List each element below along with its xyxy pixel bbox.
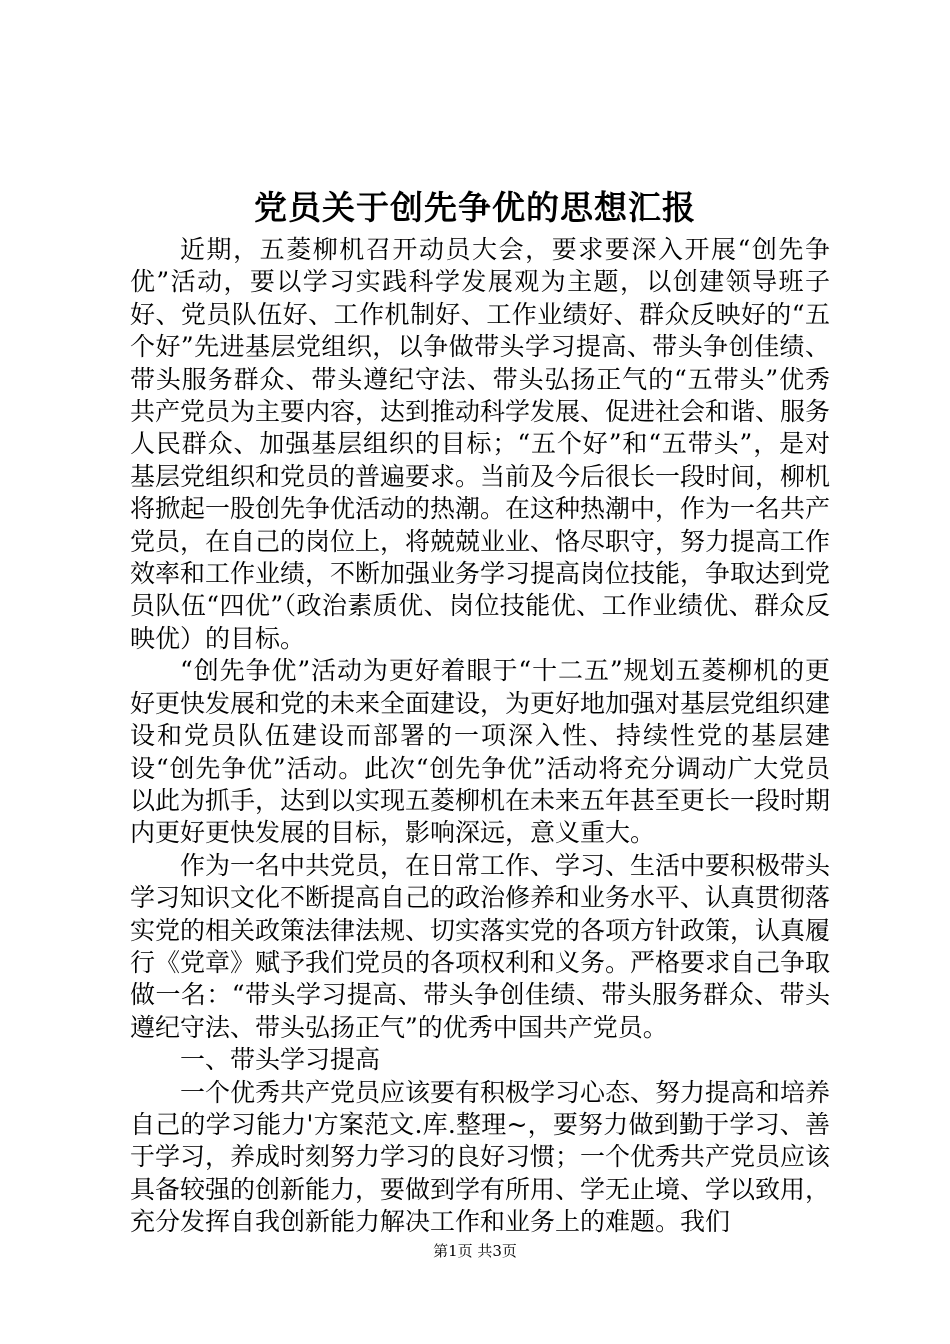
page-footer: 第1页 共3页 bbox=[433, 1242, 517, 1260]
section-heading: 一、带头学习提高 bbox=[180, 1045, 381, 1075]
document-body bbox=[130, 234, 830, 1239]
paragraph-1: 近期，五菱柳机召开动员大会，要求要深入开展“创先争优”活动，要以学习实践科学发展观为主题，以创建领导班子好、党员队伍好、工作机制好、工作业绩好、群众反映好的“五个好”先进基层党组织，以争做带头学习提高、带头争创佳绩、带头服务群众、带头遵纪守法、带头弘扬正气的“五带头”优秀共产党员为主要内容，达到推动科学发展、促进社会和谐、服务人民群众、加强基层组织的目标；“五个好”和“五带头”，是对基层党组织和党员的普遍要求。当前及今后很长一段时间，柳机将掀起一股创先争优活动的热潮。在这种热潮中，作为一名共产党员，在自己的岗位上，将兢兢业业、恪尽职守，努力提高工作效率和工作业绩，不断加强业务学习提高岗位技能，争取达到党员队伍“四优”（政治素质优、岗位技能优、工作业绩优、群众反映优）的目标。 bbox=[130, 235, 831, 653]
paragraph-3: 作为一名中共党员，在日常工作、学习、生活中要积极带头学习知识文化不断提高自己的政治修养和业务水平、认真贯彻落实党的相关政策法律法规、切实落实党的各项方针政策，认真履行《党章》赋予我们党员的各项权利和义务。严格要求自己争取做一名：“带头学习提高、带头争创佳绩、带头服务群众、带头遵纪守法、带头弘扬正气”的优秀中国共产党员。 bbox=[130, 850, 831, 1042]
paragraph-4: 一个优秀共产党员应该要有积极学习心态、努力提高和培养自己的学习能力'方案范文.库.整理~，要努力做到勤于学习、善于学习，养成时刻努力学习的良好习惯；一个优秀共产党员应该具备较强的创新能力，要做到学有所用、学无止境、学以致用，充分发挥自我创新能力解决工作和业务上的难题。我们 bbox=[130, 1077, 831, 1237]
paragraph-2: “创先争优”活动为更好着眼于“十二五”规划五菱柳机的更好更快发展和党的未来全面建设，为更好地加强对基层党组织建设和党员队伍建设而部署的一项深入性、持续性党的基层建设“创先争优”活动。此次“创先争优”活动将充分调动广大党员以此为抓手，达到以实现五菱柳机在未来五年甚至更长一段时期内更好更快发展的目标，影响深远，意义重大。 bbox=[130, 656, 831, 848]
document-title: 党员关于创先争优的思想汇报 bbox=[254, 188, 696, 227]
